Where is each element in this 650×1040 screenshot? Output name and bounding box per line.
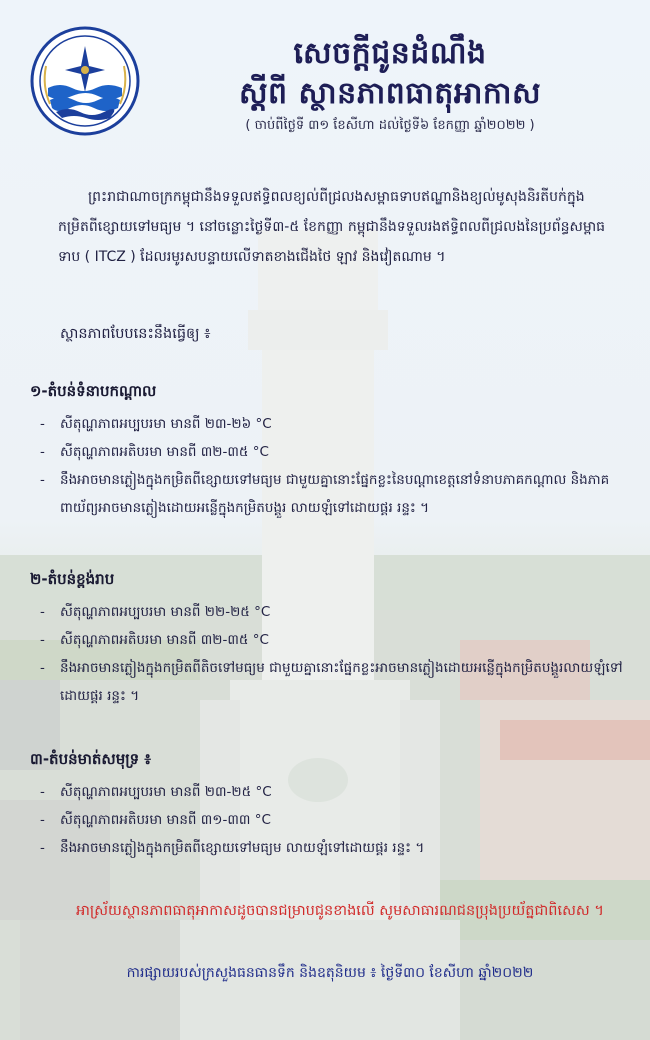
section-central-lowlands bbox=[30, 382, 630, 522]
max-temperature: សីតុណ្ហភាពអតិបរមា មានពី ៣២-៣៥ °C bbox=[60, 632, 269, 648]
list-item: - នឹងអាចមានភ្លៀងក្នុងកម្រិតពីតិចទៅមធ្យម ជាមួយគ្នានោះផ្នែកខ្លះអាចមានភ្លៀងដោយអន្លើក្នុងកម្រិតបង្គួរលាយឡំទៅដោយផ្គរ រន្ទះ ។ bbox=[40, 660, 623, 704]
ministry-logo-icon bbox=[30, 26, 140, 136]
rain-forecast: នឹងអាចមានភ្លៀងក្នុងកម្រិតពីខ្សោយទៅមធ្យម លាយឡំទៅដោយផ្គរ រន្ទះ ។ bbox=[60, 840, 425, 856]
lead-sentence: ស្ថានភាពបែបនេះនឹងធ្វើឲ្យ ៖ bbox=[60, 326, 211, 342]
section-title: ៣-តំបន់មាត់សមុទ្រ ៖ bbox=[30, 750, 152, 768]
max-temperature: សីតុណ្ហភាពអតិបរមា មានពី ៣១-៣៣ °C bbox=[60, 812, 271, 828]
title-line-2: ស្តីពី ស្ថានភាពធាតុអាកាស bbox=[238, 76, 542, 111]
list-item: - នឹងអាចមានភ្លៀងក្នុងកម្រិតពីខ្សោយទៅមធ្យម ជាមួយគ្នានោះផ្នែកខ្លះនៃបណ្តាខេត្តនៅទំនាបភាគកណ្តាល និងភាគពាយ័ព្យអាចមានភ្លៀងដោយអន្លើក្នុងកម្រិតបង្គួរ លាយឡំទៅដោយផ្គរ រន្ទះ ។ bbox=[40, 472, 610, 516]
list-item: - សីតុណ្ហភាពអប្បបរមា មានពី ២៣-២៥ °C bbox=[40, 784, 272, 800]
section-coastal bbox=[30, 750, 630, 862]
list-item: - សីតុណ្ហភាពអប្បបរមា មានពី ២៣-២៦ °C bbox=[40, 416, 272, 432]
min-temperature: សីតុណ្ហភាពអប្បបរមា មានពី ២៣-២៥ °C bbox=[60, 784, 272, 800]
min-temperature: សីតុណ្ហភាពអប្បបរមា មានពី ២៣-២៦ °C bbox=[60, 416, 272, 432]
date-range-subtitle: ( ចាប់ពីថ្ងៃទី ៣១ ខែសីហា ដល់ថ្ងៃទី៦ ខែកញ្ញា ឆ្នាំ២០២២ ) bbox=[245, 118, 535, 133]
list-item: - សីតុណ្ហភាពអតិបរមា មានពី ៣២-៣៥ °C bbox=[40, 632, 269, 648]
list-item: - សីតុណ្ហភាពអតិបរមា មានពី ៣២-៣៥ °C bbox=[40, 444, 269, 460]
section-plateau bbox=[30, 570, 630, 710]
intro-paragraph: ព្រះរាជាណាចក្រកម្ពុជានឹងទទួលឥទ្ធិពលខ្យល់ពីជ្រលងសម្ពាធទាបឥណ្ឌានិងខ្យល់មូសុងនិរតីបក់ក្នុងកម្រិតពីខ្សោយទៅមធ្យម ។ នៅចន្លោះថ្ងៃទី៣-៥ ខែកញ្ញា កម្ពុជានឹងទទួលរងឥទ្ធិពលពីជ្រលងនៃប្រព័ន្ធសម្ពាធទាប ( ITCZ ) ដែលរមូរសបន្ទាយលើទាតខាងជើងថៃ ឡាវ និងវៀតណាម ។ bbox=[58, 189, 606, 265]
section-title: ១-តំបន់ទំនាបកណ្តាល bbox=[30, 382, 157, 400]
section-title: ២-តំបន់ខ្ពង់រាប bbox=[30, 570, 115, 588]
publisher-footer: ការផ្សាយរបស់ក្រសួងធនធានទឹក និងឧតុនិយម ៖ ថ្ងៃទី៣០ ខែសីហា ឆ្នាំ២០២២ bbox=[126, 965, 534, 981]
title-line-1: សេចក្តីជូនដំណឹង bbox=[293, 36, 487, 71]
list-item: - សីតុណ្ហភាពអប្បបរមា មានពី ២២-២៥ °C bbox=[40, 604, 271, 620]
list-item: - សីតុណ្ហភាពអតិបរមា មានពី ៣១-៣៣ °C bbox=[40, 812, 271, 828]
rain-forecast: នឹងអាចមានភ្លៀងក្នុងកម្រិតពីតិចទៅមធ្យម ជាមួយគ្នានោះផ្នែកខ្លះអាចមានភ្លៀងដោយអន្លើក្នុងកម្រិតបង្គួរលាយឡំទៅដោយផ្គរ រន្ទះ ។ bbox=[60, 660, 623, 704]
min-temperature: សីតុណ្ហភាពអប្បបរមា មានពី ២២-២៥ °C bbox=[60, 604, 271, 620]
max-temperature: សីតុណ្ហភាពអតិបរមា មានពី ៣២-៣៥ °C bbox=[60, 444, 269, 460]
warning-note: អាស្រ័យស្ថានភាពធាតុអាកាសដូចបានជម្រាបជូនខាងលើ សូមសាធារណជនប្រុងប្រយ័ត្នជាពិសេស ។ bbox=[76, 903, 604, 919]
list-item: - នឹងអាចមានភ្លៀងក្នុងកម្រិតពីខ្សោយទៅមធ្យម លាយឡំទៅដោយផ្គរ រន្ទះ ។ bbox=[40, 840, 425, 856]
rain-forecast: នឹងអាចមានភ្លៀងក្នុងកម្រិតពីខ្សោយទៅមធ្យម ជាមួយគ្នានោះផ្នែកខ្លះនៃបណ្តាខេត្តនៅទំនាបភាគកណ្តាល និងភាគពាយ័ព្យអាចមានភ្លៀងដោយអន្លើក្នុងកម្រិតបង្គួរ លាយឡំទៅដោយផ្គរ រន្ទះ ។ bbox=[60, 472, 610, 516]
